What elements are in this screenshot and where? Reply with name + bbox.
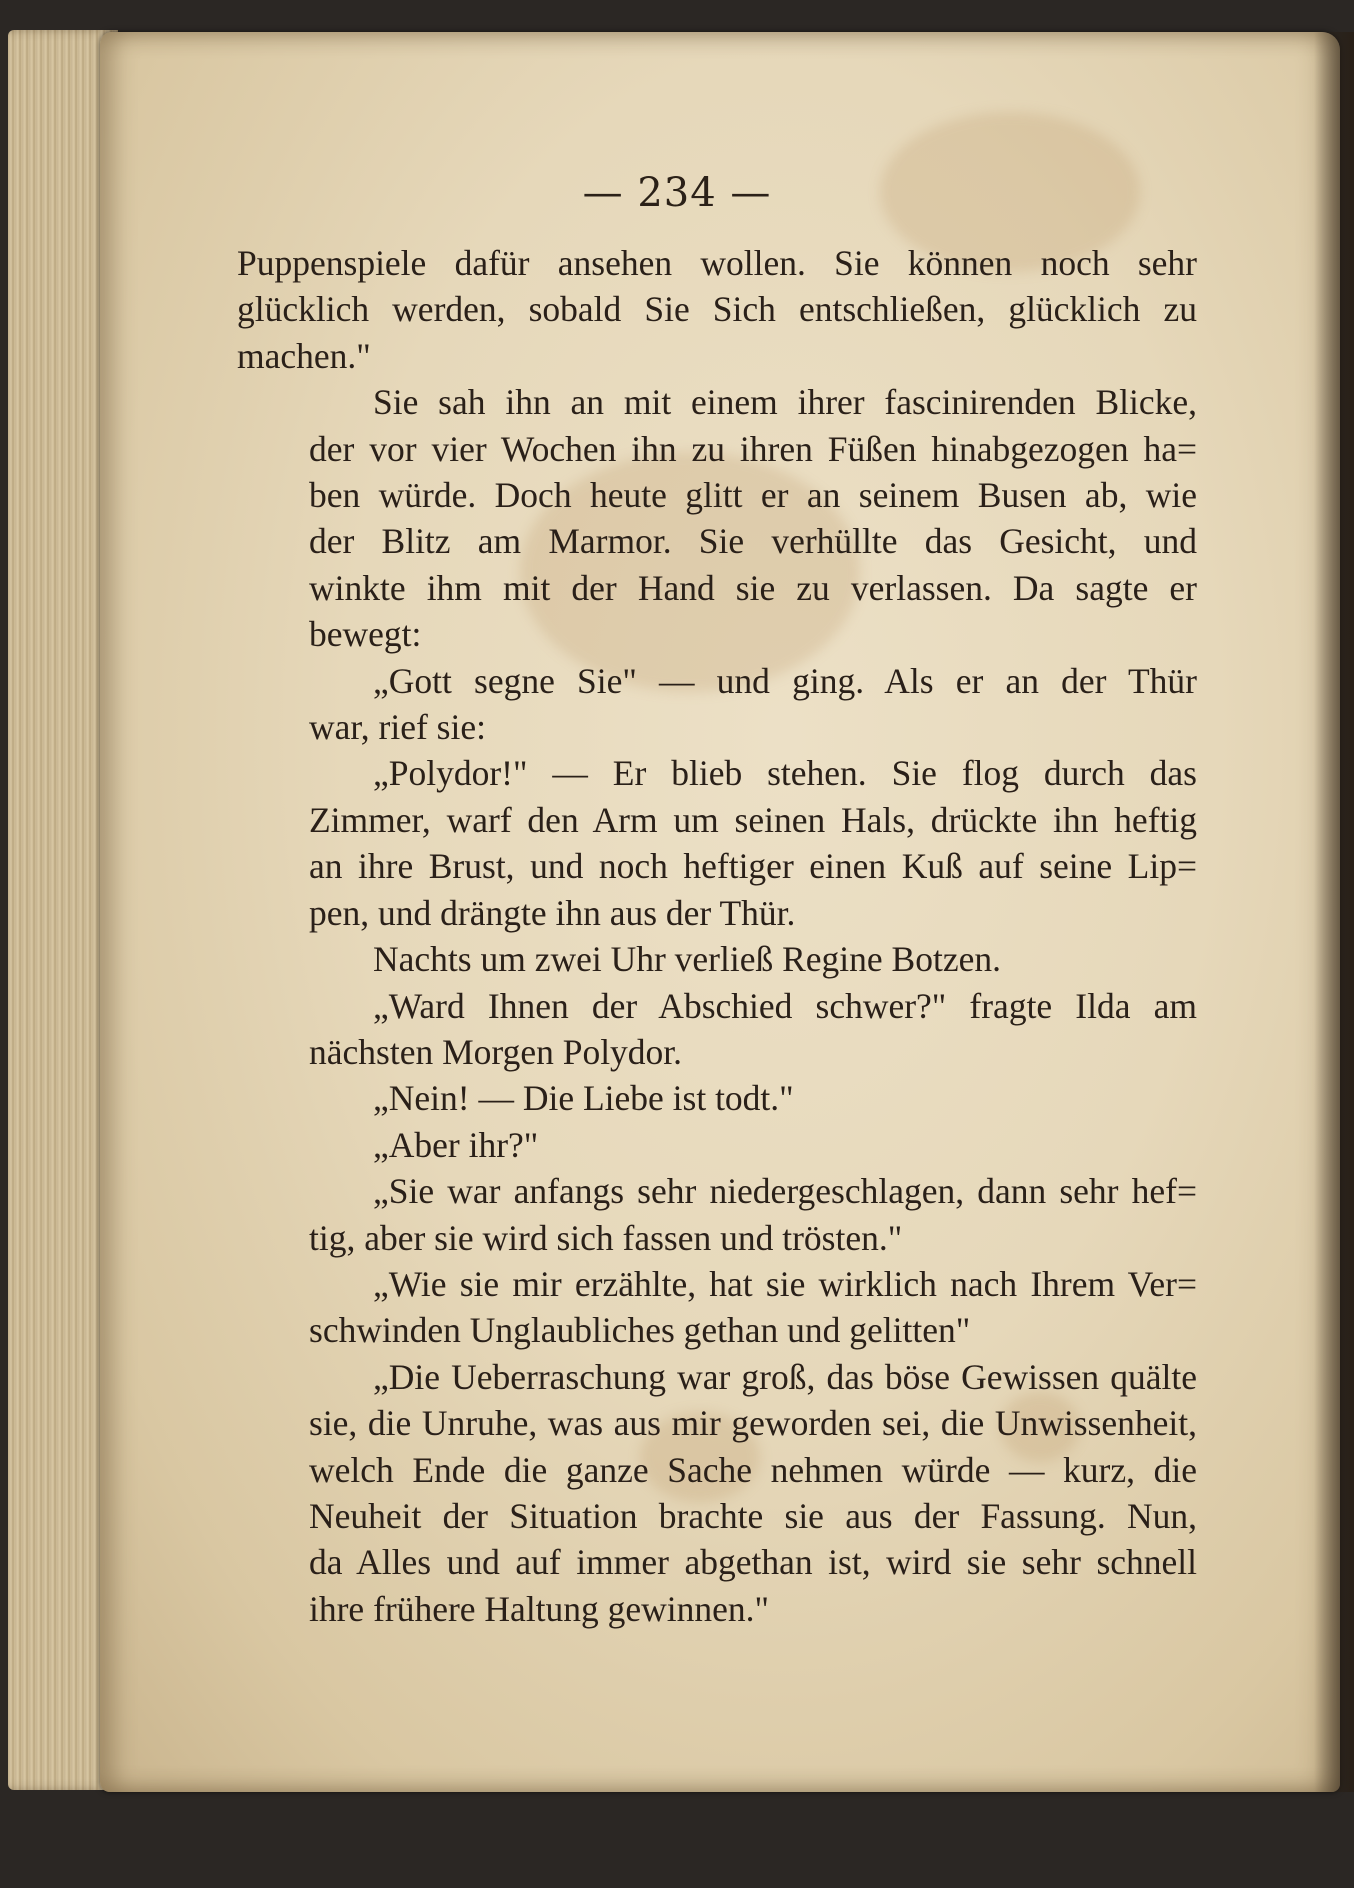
text-line: Puppenspiele dafür ansehen wollen. Sie können noch sehr	[237, 243, 1197, 283]
text-line: Neuheit der Situation brachte sie aus der Fassung. Nun,	[309, 1495, 1197, 1536]
text-line: nächsten Morgen Polydor.	[309, 1031, 683, 1072]
paragraph	[237, 379, 1197, 657]
paragraph	[237, 1168, 1197, 1261]
text-line: „Nein! — Die Liebe ist todt."	[373, 1078, 794, 1119]
text-line: „Gott segne Sie" — und ging. Als er an der Thür	[373, 660, 1197, 701]
text-line: „Die Ueberraschung war groß, das böse Gewissen quälte	[373, 1356, 1197, 1397]
text-line: pen, und drängte ihn aus der Thür.	[309, 892, 796, 933]
text-line: tig, aber sie wird sich fassen und trösten."	[309, 1217, 903, 1258]
text-line: winkte ihm mit der Hand sie zu verlassen. Da sagte er	[309, 567, 1197, 608]
paragraph	[237, 750, 1197, 936]
text-line: „Polydor!" — Er blieb stehen. Sie flog durch das	[373, 753, 1197, 794]
text-line: Zimmer, warf den Arm um seinen Hals, drückte ihn heftig	[309, 799, 1197, 840]
text-line: war, rief sie:	[309, 707, 486, 748]
paragraph	[237, 983, 1197, 1076]
text-line: der vor vier Wochen ihn zu ihren Füßen hinabgezogen ha=	[309, 428, 1197, 469]
paragraph	[237, 1122, 1197, 1168]
paragraph	[237, 1261, 1197, 1354]
text-line: ihre frühere Haltung gewinnen."	[309, 1588, 770, 1629]
text-line: machen."	[237, 335, 371, 376]
paragraph	[237, 1354, 1197, 1632]
text-line: „Wie sie mir erzählte, hat sie wirklich nach Ihrem Ver=	[373, 1263, 1197, 1304]
text-line: der Blitz am Marmor. Sie verhüllte das Gesicht, und	[309, 521, 1197, 562]
text-line: sie, die Unruhe, was aus mir geworden sei, die Unwissenheit,	[309, 1403, 1197, 1444]
paragraph	[237, 658, 1197, 751]
text-line: ben würde. Doch heute glitt er an seinem Busen ab, wie	[309, 475, 1197, 516]
text-line: welch Ende die ganze Sache nehmen würde — kurz, die	[309, 1449, 1197, 1490]
text-line: „Ward Ihnen der Abschied schwer?" fragte Ilda am	[373, 985, 1197, 1026]
page-number: — 234 —	[582, 170, 772, 216]
text-line: da Alles und auf immer abgethan ist, wird sie sehr schnell	[309, 1542, 1197, 1583]
paragraph	[237, 1075, 1197, 1121]
text-line: Sie sah ihn an mit einem ihrer fascinirenden Blicke,	[373, 382, 1197, 423]
text-line: „Sie war anfangs sehr niedergeschlagen, dann sehr hef=	[373, 1171, 1197, 1212]
text-line: „Aber ihr?"	[373, 1124, 539, 1165]
text-line: schwinden Unglaubliches gethan und gelitten"	[309, 1310, 971, 1351]
text-line: glücklich werden, sobald Sie Sich entschließen, glücklich zu	[237, 289, 1197, 330]
page-gutter-shadow	[1314, 32, 1354, 1792]
paragraph	[237, 240, 1197, 379]
body-text	[237, 240, 1197, 1632]
text-line: bewegt:	[309, 614, 422, 655]
paragraph	[237, 936, 1197, 982]
text-line: Nachts um zwei Uhr verließ Regine Botzen.	[373, 939, 1001, 980]
text-line: an ihre Brust, und noch heftiger einen Kuß auf seine Lip=	[309, 846, 1197, 887]
